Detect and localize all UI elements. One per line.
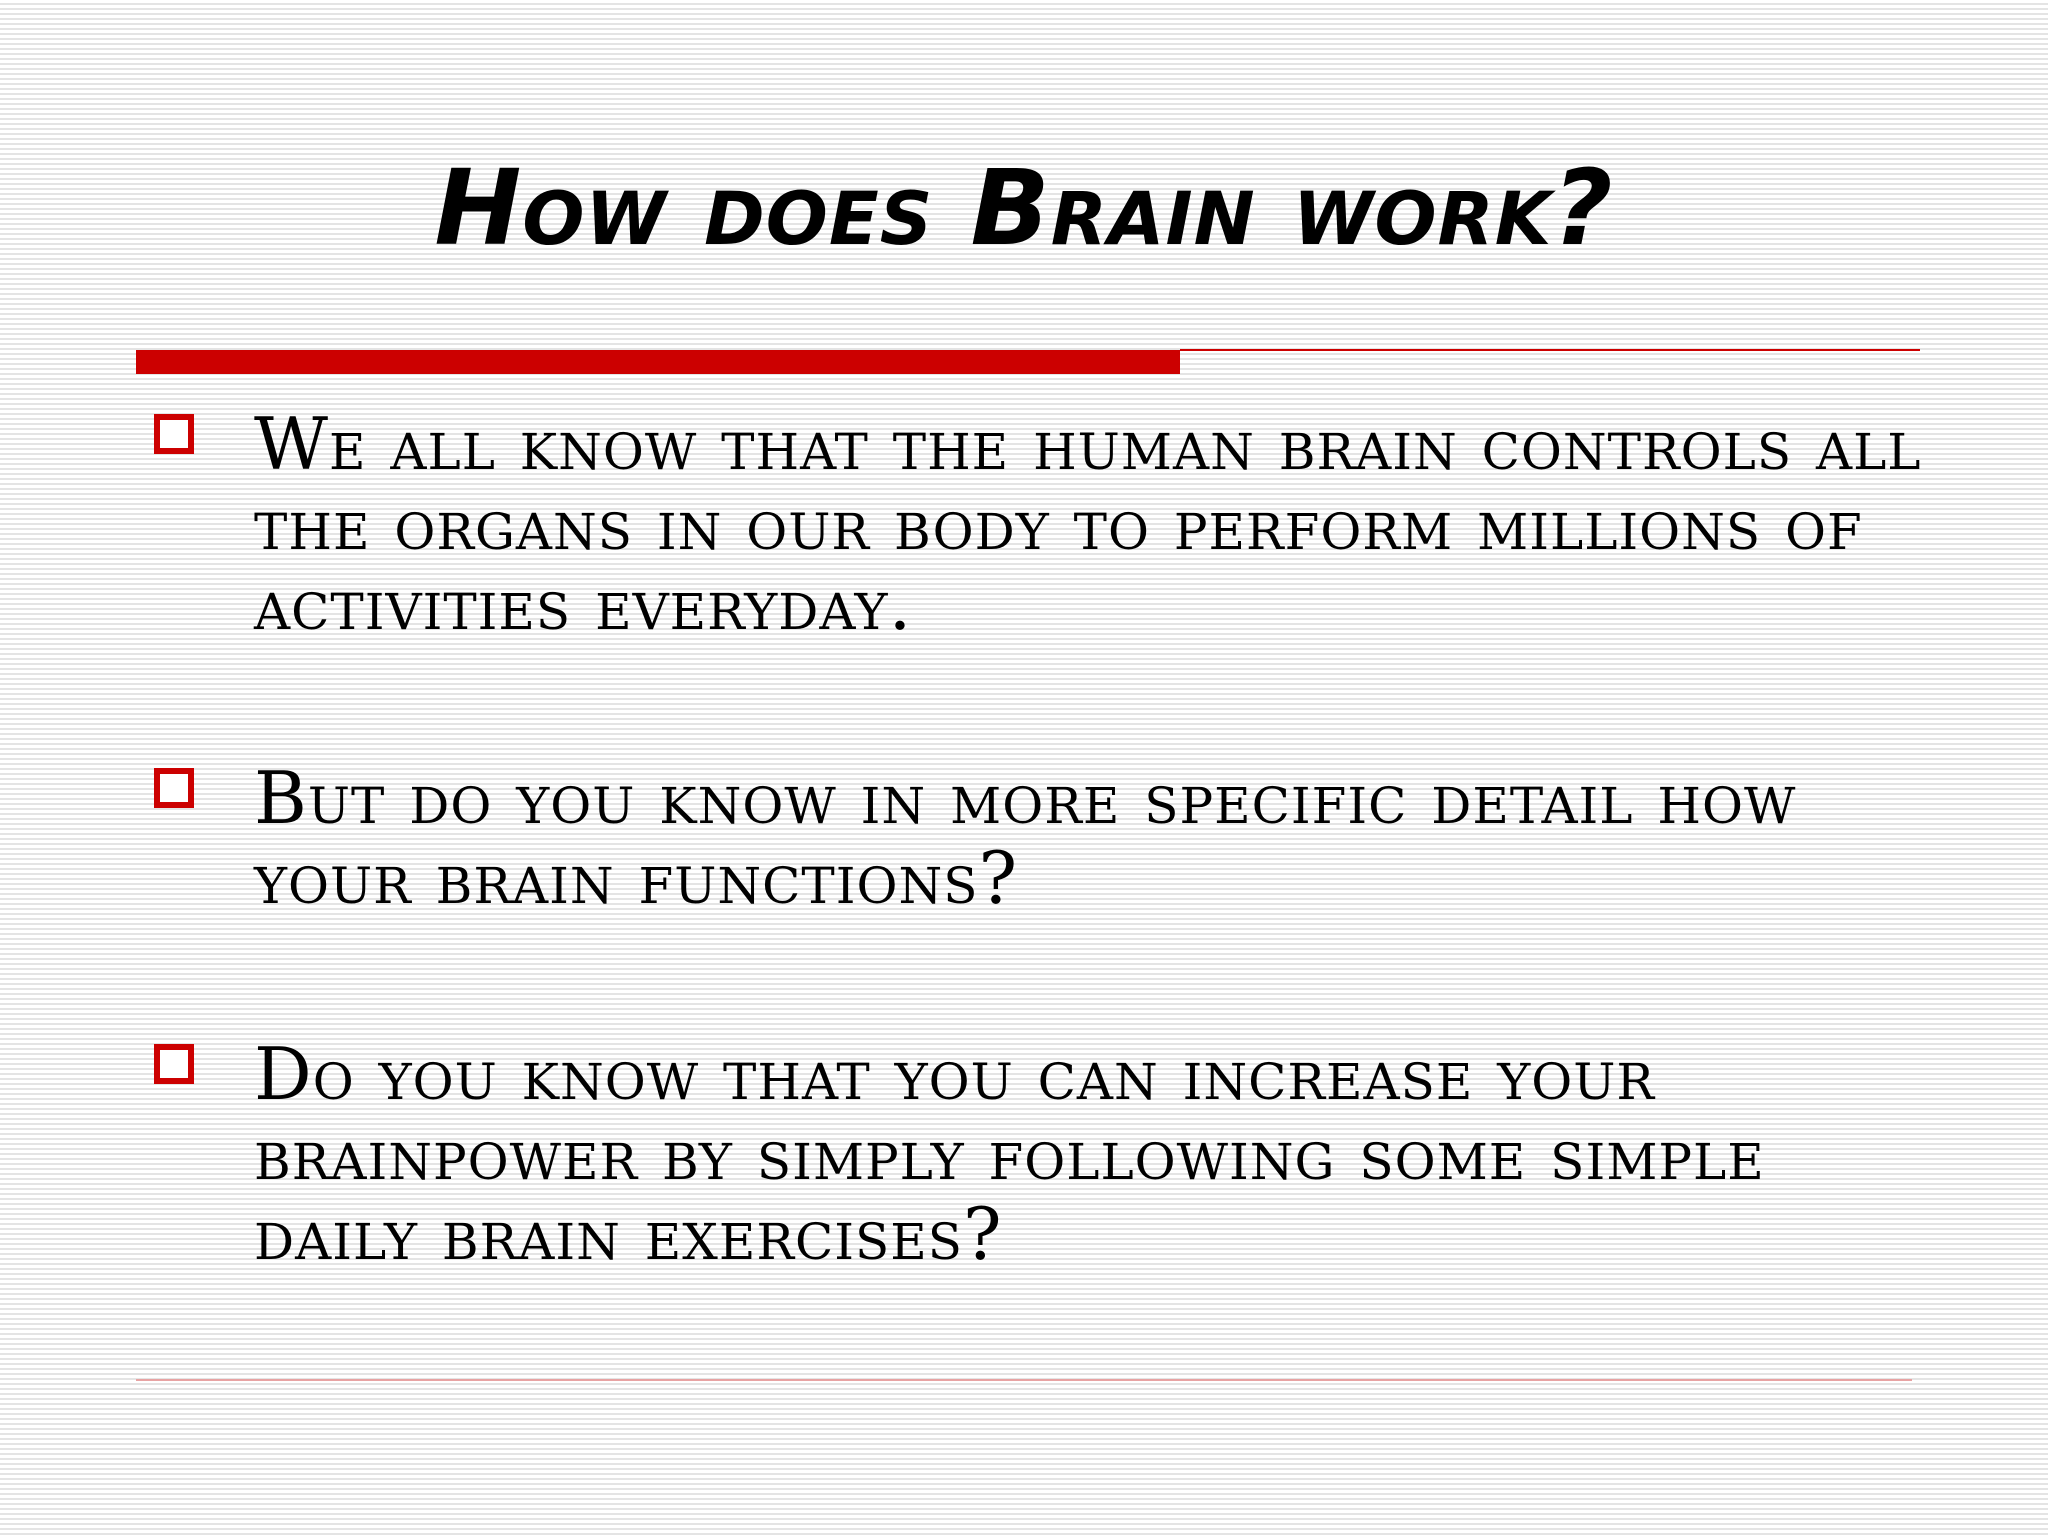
slide-title: How does Brain work? [434,147,1614,269]
hollow-square-icon [154,414,194,454]
hollow-square-icon [154,1044,194,1084]
title-underline-thick [136,350,1180,374]
bullet-text: We all know that the human brain controls all the organs in our body to perform millions of activities everyday. [254,402,1922,646]
title-underline-thin [1180,349,1920,351]
footer-rule [136,1379,1912,1381]
bullet-text: Do you know that you can increase your brainpower by simply following some simple daily brain exercises? [254,1032,1765,1276]
bullet-text: But do you know in more specific detail how your brain functions? [254,756,1797,920]
hollow-square-icon [154,768,194,808]
